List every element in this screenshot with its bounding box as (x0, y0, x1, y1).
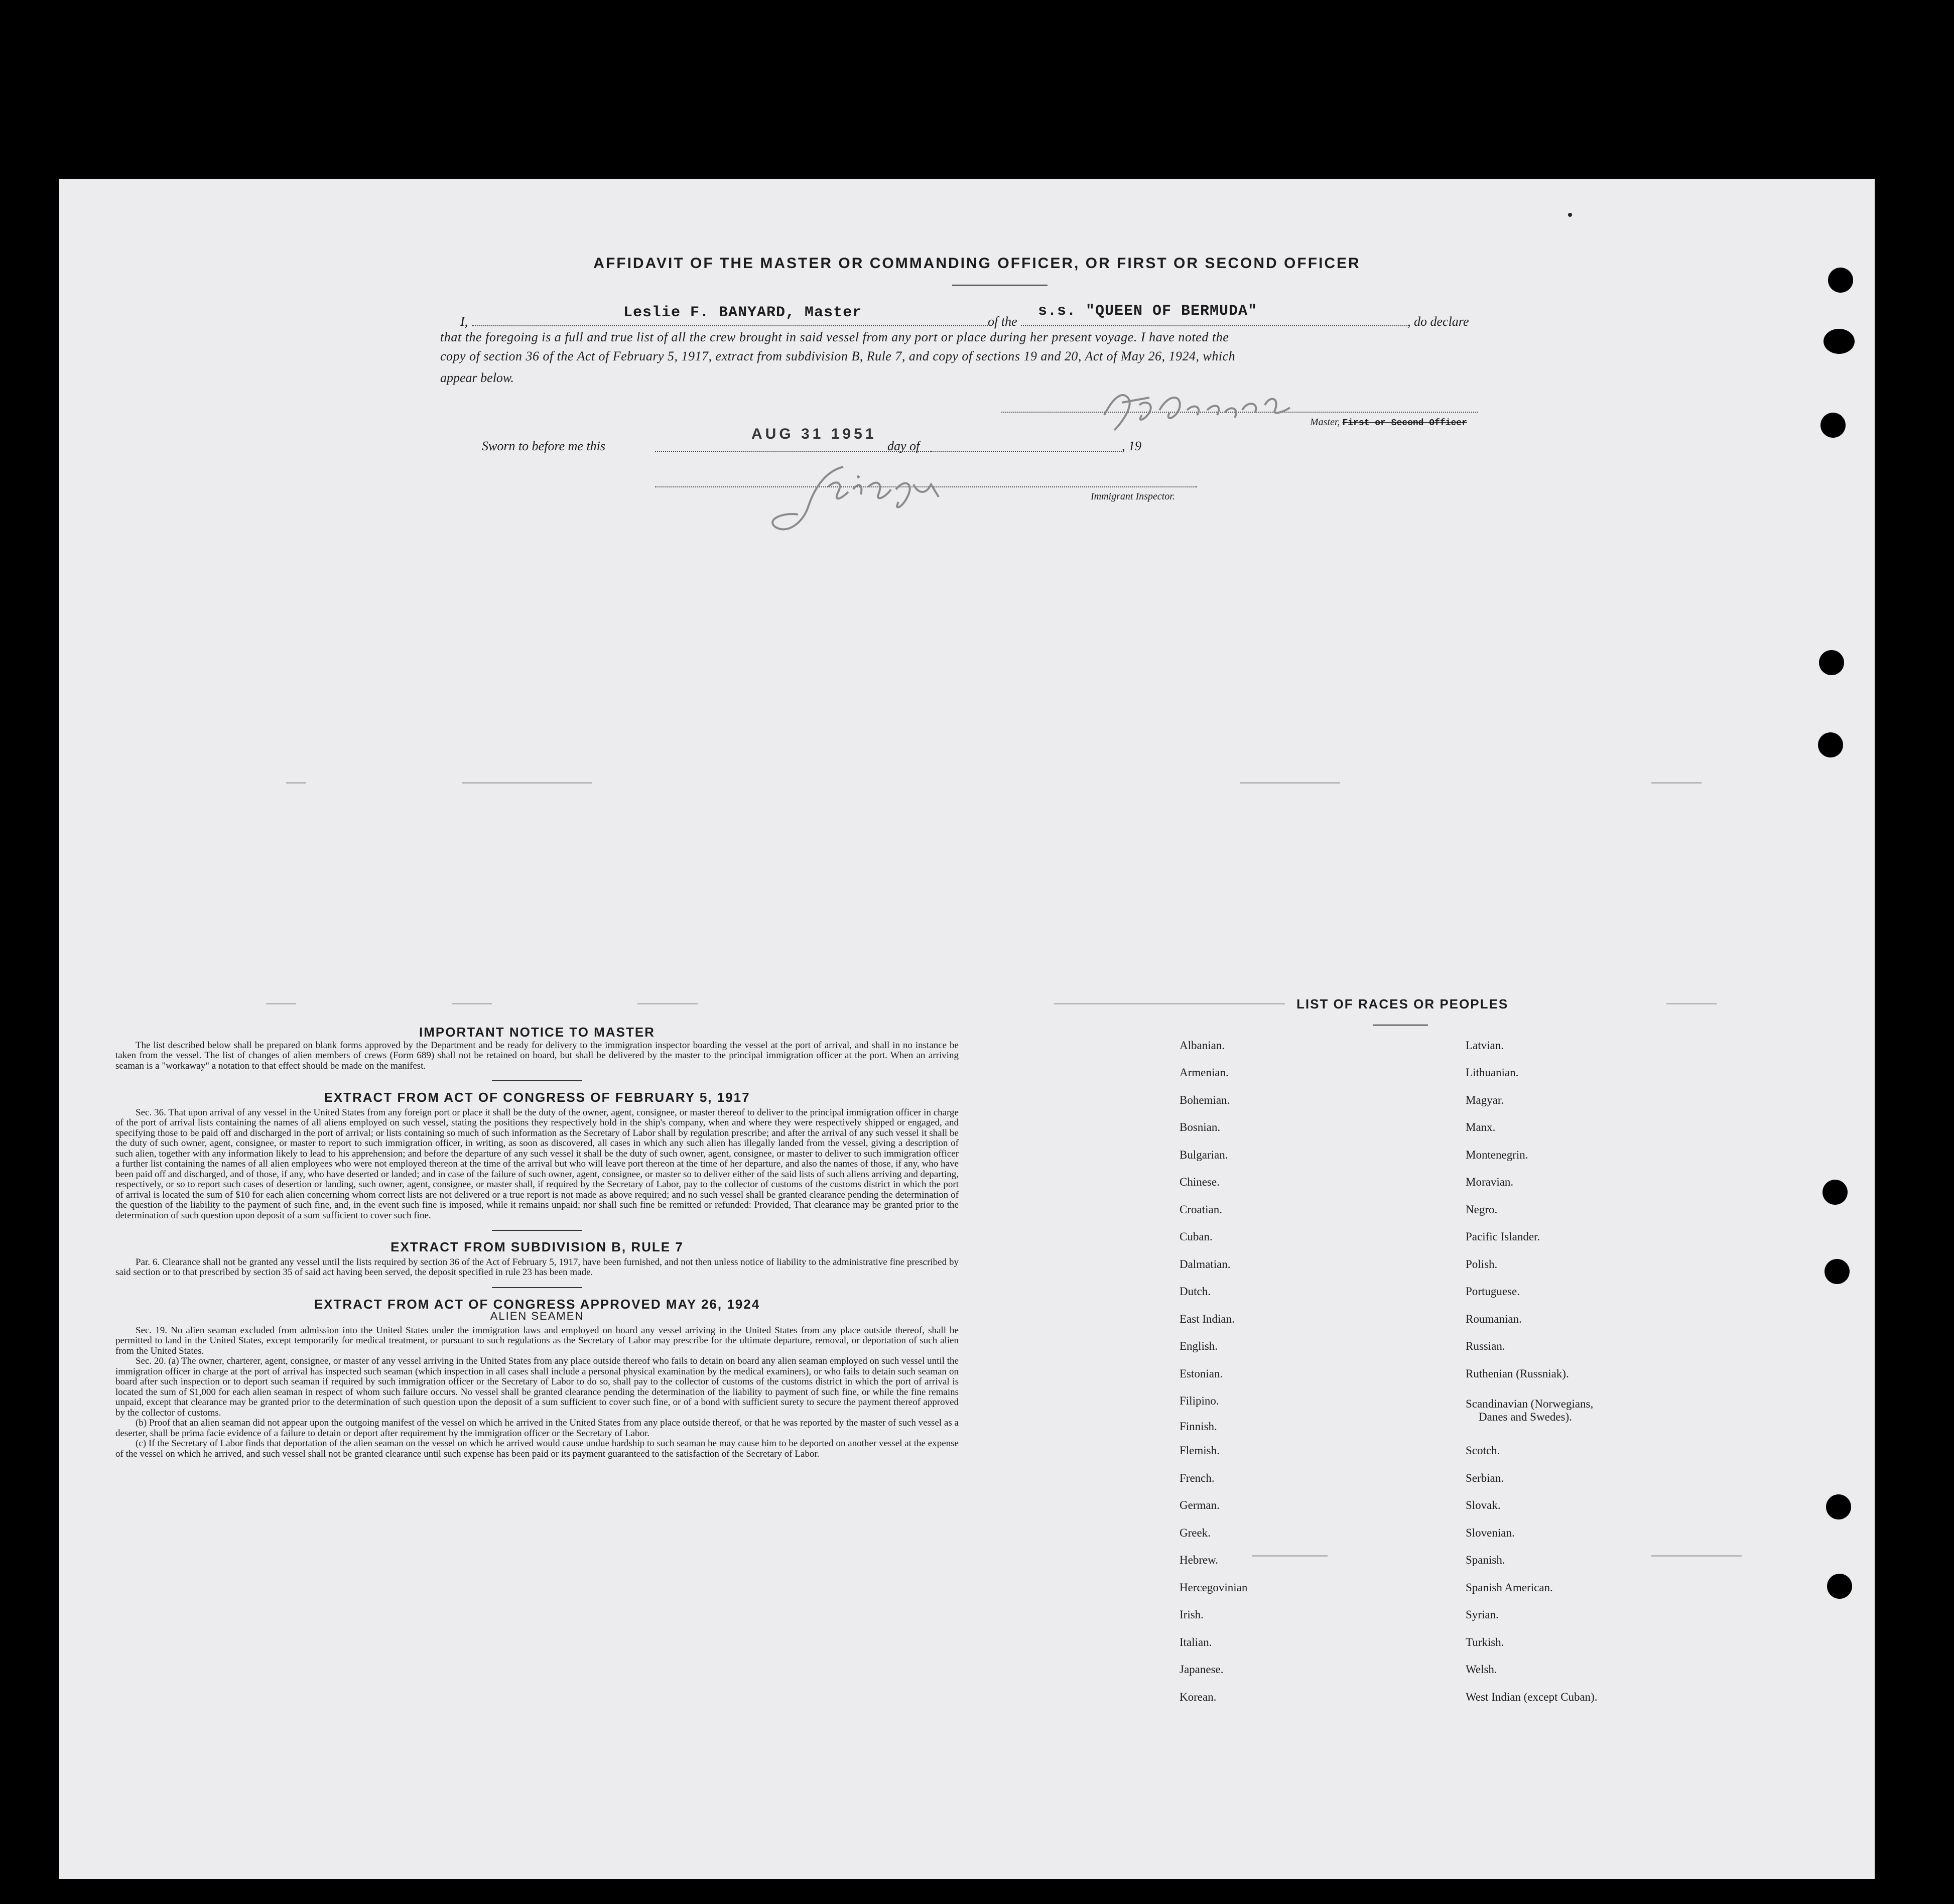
bleed-through-line (462, 782, 592, 784)
speck (1568, 213, 1572, 217)
race-item: Irish. (1180, 1608, 1204, 1621)
race-item: Spanish American. (1466, 1581, 1553, 1594)
inspector-label: Immigrant Inspector. (1091, 491, 1175, 502)
notice-text: The list described below shall be prepared on blank forms approved by the Department and be ready for delivery to the immigration inspector boarding the vessel at the port of arrival, and shall in no instance be taken from the vessel. The list of changes of alien members of crews (Form 689) shall not be retained on board, but shall be delivered by the master to the principal immigration officer at the port. When an arriving seaman is a "workaway" a notation to that effect should be made on the manifest. (115, 1040, 959, 1071)
race-item: Spanish. (1466, 1554, 1505, 1566)
bleed-through-line (1252, 1555, 1328, 1557)
date-stamp: AUG 31 1951 (751, 426, 877, 442)
bleed-through-line (452, 1003, 492, 1004)
race-item: Finnish. (1180, 1420, 1217, 1433)
race-item: East Indian. (1180, 1313, 1235, 1325)
sec20a-text: Sec. 20. (a) The owner, charterer, agent, consignee, or master of any vessel arriving in the United States from any place outside thereof who fails to detain on board any alien seaman employed on such vessel until the immigration officer in charge at the port of arrival has inspected such seaman (which inspection in all cases shall include a personal physical examination by the medical examiners), or who fails to detain such seaman on board after such inspection or to deport such seaman if required by such immigration officer or the Secretary of Labor to do so, shall pay to the collector of customs of the customs district in which the port of arrival is located the sum of $1,000 for each alien seaman in respect of whom such failure occurs. No vessel shall be granted clearance pending the determination of the liability to payment of such fine, or while the fine remains unpaid, except that clearance may be granted prior to the determination of such question upon the deposit of a sum sufficient to cover such fine, or of a bond with sufficient surety to secure the payment thereof approved by the collector of customs. (115, 1356, 959, 1418)
race-item: Bohemian. (1180, 1094, 1230, 1106)
declarant-line (472, 325, 988, 326)
race-item: West Indian (except Cuban). (1466, 1691, 1598, 1703)
extract-1917-text: Sec. 36. That upon arrival of any vessel in the United States from any foreign port or place it shall be the duty of the owner, agent, consignee, or master thereof to deliver to the principal immigration officer in charge of the port of arrival lists containing the names of all aliens employed on such vessel, stating the positions they respectively hold in the ship's company, when and where they were respectively shipped or engaged, and specifying those to be paid off and discharged in the port of arrival; or lists containing so much of such information as the Secretary of Labor shall by regulation prescribe; and after the arrival of any such vessel it shall be the duty of such owner, agent, consignee, or master to report to such immigration officer, in writing, as soon as discovered, all cases in which any such alien has illegally landed from the vessel, giving a description of such alien, together with any information likely to lead to his apprehension; and before the departure of any such vessel it shall be the duty of such owner, agent, consignee, or master to deliver to such immigration officer a further list containing the names of all alien employees who were not employed thereon at the time of the arrival but who will leave port thereon at the time of her departure, and also the names of those, if any, who have been paid off and discharged, and of those, if any, who have deserted or landed; and in case of the failure of such owner, agent, consignee, or master so to deliver either of the said lists of such aliens arriving and departing, respectively, or so to report such cases of desertion or landing, such owner, agent, consignee, or master shall, if required by the Secretary of Labor, pay to the collector of customs of the customs district in which the port of arrival is located the sum of $10 for each alien concerning whom correct lists are not delivered or a true report is not made as above required; and no such vessel shall be granted clearance pending the determination of the question of the liability to the payment of such fine, and, in the event such fine is imposed, while it remains unpaid; nor shall such fine be remitted or refunded: Provided, That clearance may be granted prior to the determination of such question upon deposit of a sum sufficient to cover such fine. (115, 1107, 959, 1221)
master-signature (1094, 380, 1305, 440)
race-item: Polish. (1466, 1258, 1498, 1271)
sec19-text: Sec. 19. No alien seaman excluded from admission into the United States under the immigration laws and employed on board any vessel arriving in the United States from any place outside thereof, shall be permitted to land in the United States, except temporarily for medical treatment, or pursuant to such regulations as the Secretary of Labor may prescribe for the ultimate departure, removal, or deportation of such alien from the United States. (115, 1325, 959, 1356)
race-item: Serbian. (1466, 1472, 1504, 1484)
year-prefix: , 19 (1122, 439, 1141, 453)
race-item: Montenegrin. (1466, 1149, 1528, 1161)
race-item: French. (1180, 1472, 1215, 1484)
struck-officer-label: First or Second Officer (1342, 418, 1467, 428)
affidavit-line-4: appear below. (440, 370, 514, 385)
race-item: Scotch. (1466, 1444, 1500, 1457)
race-item: Bulgarian. (1180, 1149, 1228, 1161)
race-item: Russian. (1466, 1340, 1505, 1352)
punch-hole (1826, 1494, 1851, 1519)
race-item: Hercegovinian (1180, 1581, 1248, 1594)
bleed-through-line (1651, 1555, 1742, 1557)
race-item: Dutch. (1180, 1285, 1211, 1298)
declarant-name: Leslie F. BANYARD, Master (623, 304, 862, 321)
race-item: Flemish. (1180, 1444, 1220, 1457)
punch-hole (1818, 732, 1843, 757)
title-underline (952, 285, 1048, 286)
affidavit-line-2: that the foregoing is a full and true list of all the crew brought in said vessel from any port or place during her present voyage. I have noted the (440, 330, 1229, 344)
section-separator (492, 1080, 582, 1081)
race-item: Syrian. (1466, 1608, 1499, 1621)
vessel-line (1021, 325, 1407, 326)
notice-heading: IMPORTANT NOTICE TO MASTER (419, 1025, 655, 1040)
race-item: Greek. (1180, 1527, 1211, 1539)
race-item: Slovenian. (1466, 1527, 1515, 1539)
sec20c-text: (c) If the Secretary of Labor finds that deportation of the alien seaman on the vessel on which he arrived would cause undue hardship to such seaman he may cause him to be deported on another vessel at the expense of the vessel on which he arrived, and such vessel shall not be granted clearance until such expense has been paid or its payment guaranteed to the satisfaction of the Secretary of Labor. (115, 1438, 959, 1459)
race-item: Scandinavian (Norwegians, (1466, 1398, 1594, 1410)
race-item: Bosnian. (1180, 1121, 1221, 1133)
race-item: Magyar. (1466, 1094, 1504, 1106)
race-item: Manx. (1466, 1121, 1496, 1133)
race-item: Dalmatian. (1180, 1258, 1231, 1271)
race-item: Ruthenian (Russniak). (1466, 1367, 1569, 1380)
master-label: Master, First or Second Officer (1310, 417, 1467, 428)
race-item: Pacific Islander. (1466, 1230, 1540, 1243)
punch-hole (1820, 413, 1846, 438)
punch-hole (1827, 1574, 1852, 1599)
race-item: Albanian. (1180, 1039, 1225, 1052)
race-item: Negro. (1466, 1203, 1498, 1216)
race-item: Slovak. (1466, 1499, 1501, 1511)
race-item: German. (1180, 1499, 1220, 1511)
inspector-signature (753, 452, 984, 542)
race-item: Cuban. (1180, 1230, 1213, 1243)
race-item: Portuguese. (1466, 1285, 1520, 1298)
vessel-name: s.s. "QUEEN OF BERMUDA" (1038, 303, 1258, 320)
race-item: Hebrew. (1180, 1554, 1219, 1566)
race-item: English. (1180, 1340, 1218, 1352)
section-separator (492, 1230, 582, 1231)
extract-1917-heading: EXTRACT FROM ACT OF CONGRESS OF FEBRUARY 5, 1917 (324, 1090, 750, 1105)
bleed-through-line (266, 1003, 296, 1004)
race-item: Moravian. (1466, 1176, 1514, 1188)
race-item: Welsh. (1466, 1663, 1497, 1676)
races-heading: LIST OF RACES OR PEOPLES (1296, 996, 1509, 1011)
bleed-through-line (1651, 782, 1702, 784)
of-the-label: of the (988, 314, 1017, 329)
race-item: Filipino. (1180, 1394, 1219, 1407)
bleed-through-line (1054, 1003, 1285, 1004)
bleed-through-line (1666, 1003, 1717, 1004)
extract-1924-heading: EXTRACT FROM ACT OF CONGRESS APPROVED MAY 26, 1924 (314, 1296, 760, 1312)
do-declare-label: , do declare (1407, 314, 1469, 329)
punch-hole (1823, 329, 1855, 354)
race-item: Danes and Swedes). (1479, 1411, 1572, 1423)
race-item: Armenian. (1180, 1066, 1229, 1079)
punch-hole (1819, 650, 1844, 675)
notice-section (115, 1027, 959, 1459)
races-underline (1373, 1025, 1428, 1026)
affidavit-title: AFFIDAVIT OF THE MASTER OR COMMANDING OFFICER, OR FIRST OR SECOND OFFICER (593, 255, 1361, 272)
sworn-label: Sworn to before me this (482, 439, 606, 453)
affidavit-i-label: I, (460, 314, 468, 329)
alien-seamen-subheading: ALIEN SEAMEN (490, 1310, 584, 1322)
race-item: Korean. (1180, 1691, 1217, 1703)
sec20b-text: (b) Proof that an alien seaman did not appear upon the outgoing manifest of the vessel on which he arrived in the United States from any place outside thereof, or that he was reported by the master of such vessel as a deserter, shall be prima facie evidence of a failure to detain or deport after requirement by the immigration officer or the Secretary of Labor. (115, 1418, 959, 1439)
punch-hole (1825, 1259, 1850, 1284)
affidavit-line-3: copy of section 36 of the Act of February 5, 1917, extract from subdivision B, Rule 7, and copy of sections 19 and 20, Act of May 26, 1924, which (440, 349, 1236, 363)
day-of-label: day of (887, 439, 920, 453)
race-item: Lithuanian. (1466, 1066, 1519, 1079)
rule7-text: Par. 6. Clearance shall not be granted any vessel until the lists required by section 36 of the Act of February 5, 1917, have been furnished, and not then unless notice of liability to the administrative fine prescribed by said section or to that prescribed by section 35 of said act having been served, the deposit specified in rule 23 has been made. (115, 1256, 959, 1278)
race-item: Italian. (1180, 1636, 1212, 1648)
race-item: Latvian. (1466, 1039, 1504, 1052)
race-item: Chinese. (1180, 1176, 1220, 1188)
race-item: Estonian. (1180, 1367, 1223, 1380)
bleed-through-line (286, 782, 306, 784)
rule7-heading: EXTRACT FROM SUBDIVISION B, RULE 7 (390, 1239, 684, 1254)
punch-hole (1822, 1180, 1848, 1205)
bleed-through-line (637, 1003, 698, 1004)
section-separator (492, 1287, 582, 1288)
race-item: Turkish. (1466, 1636, 1504, 1648)
bleed-through-line (1240, 782, 1340, 784)
race-item: Croatian. (1180, 1203, 1222, 1216)
race-item: Roumanian. (1466, 1313, 1522, 1325)
race-item: Japanese. (1180, 1663, 1224, 1676)
